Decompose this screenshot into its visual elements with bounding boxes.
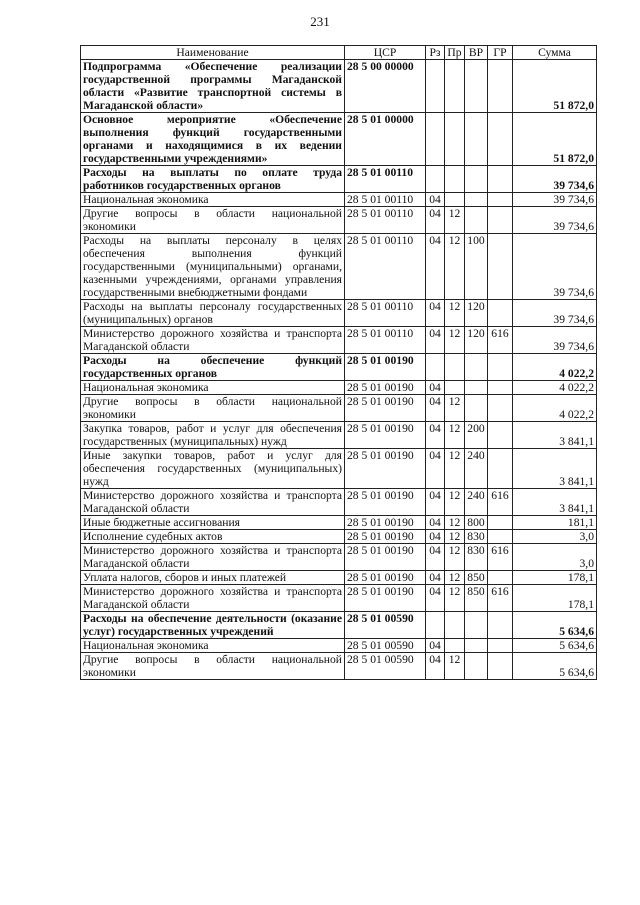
- cell-gr: [488, 193, 513, 207]
- cell-pr: 12: [445, 585, 465, 612]
- cell-name: Основное мероприятие «Обеспечение выполнения функций государственными органами и находящимися в их ведении государственными учреждениями»: [81, 113, 345, 166]
- header-sum: Сумма: [513, 46, 597, 60]
- cell-csr: 28 5 01 00190: [345, 422, 426, 449]
- cell-gr: 616: [488, 544, 513, 571]
- cell-gr: 616: [488, 585, 513, 612]
- cell-vr: 850: [465, 571, 488, 585]
- cell-sum: 181,1: [513, 516, 597, 530]
- cell-csr: 28 5 01 00000: [345, 113, 426, 166]
- cell-rz: 04: [426, 193, 445, 207]
- cell-gr: [488, 207, 513, 234]
- cell-gr: [488, 653, 513, 680]
- cell-gr: [488, 422, 513, 449]
- cell-rz: [426, 60, 445, 113]
- table-row: [81, 653, 597, 680]
- cell-vr: 100: [465, 234, 488, 300]
- cell-sum: 3,0: [513, 544, 597, 571]
- cell-vr: [465, 612, 488, 639]
- cell-pr: 12: [445, 449, 465, 489]
- cell-gr: 616: [488, 327, 513, 354]
- cell-sum: 4 022,2: [513, 381, 597, 395]
- table-row: [81, 449, 597, 489]
- cell-gr: [488, 639, 513, 653]
- cell-vr: [465, 60, 488, 113]
- header-row: [81, 46, 597, 60]
- cell-pr: 12: [445, 234, 465, 300]
- cell-gr: [488, 449, 513, 489]
- cell-name: Национальная экономика: [81, 639, 345, 653]
- cell-csr: 28 5 01 00190: [345, 571, 426, 585]
- cell-gr: [488, 612, 513, 639]
- cell-pr: [445, 639, 465, 653]
- cell-pr: 12: [445, 571, 465, 585]
- cell-sum: 51 872,0: [513, 60, 597, 113]
- cell-vr: [465, 639, 488, 653]
- cell-pr: 12: [445, 395, 465, 422]
- header-csr: ЦСР: [345, 46, 426, 60]
- cell-name: Министерство дорожного хозяйства и транспорта Магаданской области: [81, 544, 345, 571]
- cell-rz: 04: [426, 653, 445, 680]
- cell-rz: 04: [426, 327, 445, 354]
- cell-sum: 3 841,1: [513, 489, 597, 516]
- cell-vr: [465, 381, 488, 395]
- cell-pr: 12: [445, 544, 465, 571]
- cell-csr: 28 5 01 00590: [345, 639, 426, 653]
- cell-name: Другие вопросы в области национальной экономики: [81, 207, 345, 234]
- cell-sum: 39 734,6: [513, 207, 597, 234]
- cell-sum: 4 022,2: [513, 354, 597, 381]
- cell-pr: 12: [445, 207, 465, 234]
- budget-table: [80, 45, 597, 680]
- cell-name: Подпрограмма «Обеспечение реализации государственной программы Магаданской области «Развитие транспортной системы в Магаданской области»: [81, 60, 345, 113]
- cell-sum: 3 841,1: [513, 449, 597, 489]
- cell-rz: 04: [426, 381, 445, 395]
- cell-sum: 51 872,0: [513, 113, 597, 166]
- cell-csr: 28 5 01 00590: [345, 653, 426, 680]
- cell-rz: 04: [426, 395, 445, 422]
- cell-gr: [488, 395, 513, 422]
- cell-rz: 04: [426, 234, 445, 300]
- header-gr: ГР: [488, 46, 513, 60]
- table-row: [81, 60, 597, 113]
- table-row: [81, 300, 597, 327]
- cell-gr: [488, 113, 513, 166]
- cell-rz: 04: [426, 571, 445, 585]
- cell-pr: [445, 113, 465, 166]
- cell-vr: 800: [465, 516, 488, 530]
- cell-pr: 12: [445, 530, 465, 544]
- table-row: [81, 585, 597, 612]
- cell-gr: [488, 166, 513, 193]
- table-row: [81, 516, 597, 530]
- cell-gr: [488, 516, 513, 530]
- cell-rz: 04: [426, 207, 445, 234]
- page-number: 231: [310, 14, 330, 29]
- cell-vr: 120: [465, 327, 488, 354]
- table-row: [81, 530, 597, 544]
- cell-name: Расходы на выплаты по оплате труда работников государственных органов: [81, 166, 345, 193]
- cell-csr: 28 5 01 00190: [345, 354, 426, 381]
- cell-sum: 4 022,2: [513, 395, 597, 422]
- table-row: [81, 354, 597, 381]
- cell-vr: 240: [465, 489, 488, 516]
- cell-sum: 3,0: [513, 530, 597, 544]
- cell-csr: 28 5 01 00590: [345, 612, 426, 639]
- cell-sum: 178,1: [513, 571, 597, 585]
- cell-csr: 28 5 01 00190: [345, 544, 426, 571]
- header-vr: ВР: [465, 46, 488, 60]
- cell-sum: 5 634,6: [513, 653, 597, 680]
- cell-vr: 120: [465, 300, 488, 327]
- cell-pr: 12: [445, 422, 465, 449]
- cell-rz: [426, 166, 445, 193]
- cell-name: Иные бюджетные ассигнования: [81, 516, 345, 530]
- table-body: [81, 60, 597, 680]
- cell-name: Министерство дорожного хозяйства и транспорта Магаданской области: [81, 489, 345, 516]
- cell-name: Расходы на обеспечение деятельности (оказание услуг) государственных учреждений: [81, 612, 345, 639]
- cell-gr: [488, 381, 513, 395]
- cell-vr: [465, 193, 488, 207]
- cell-pr: [445, 60, 465, 113]
- cell-csr: 28 5 01 00110: [345, 207, 426, 234]
- cell-rz: 04: [426, 639, 445, 653]
- cell-name: Уплата налогов, сборов и иных платежей: [81, 571, 345, 585]
- cell-name: Расходы на выплаты персоналу государственных (муниципальных) органов: [81, 300, 345, 327]
- cell-sum: 39 734,6: [513, 193, 597, 207]
- cell-rz: 04: [426, 544, 445, 571]
- cell-name: Другие вопросы в области национальной экономики: [81, 653, 345, 680]
- cell-vr: [465, 653, 488, 680]
- cell-gr: [488, 60, 513, 113]
- cell-csr: 28 5 01 00110: [345, 193, 426, 207]
- cell-gr: [488, 234, 513, 300]
- cell-pr: [445, 612, 465, 639]
- cell-name: Расходы на выплаты персоналу в целях обеспечения выполнения функций государственными (муниципальными) органами, казенными учреждениями, органами управления государственными внебюджетными фондами: [81, 234, 345, 300]
- cell-rz: 04: [426, 300, 445, 327]
- cell-csr: 28 5 01 00190: [345, 489, 426, 516]
- cell-rz: 04: [426, 516, 445, 530]
- cell-vr: 200: [465, 422, 488, 449]
- table-row: [81, 544, 597, 571]
- cell-gr: [488, 530, 513, 544]
- cell-vr: [465, 113, 488, 166]
- cell-vr: [465, 207, 488, 234]
- cell-csr: 28 5 01 00190: [345, 516, 426, 530]
- cell-rz: 04: [426, 422, 445, 449]
- table-row: [81, 327, 597, 354]
- cell-sum: 5 634,6: [513, 612, 597, 639]
- cell-pr: 12: [445, 489, 465, 516]
- cell-vr: [465, 395, 488, 422]
- cell-rz: [426, 612, 445, 639]
- cell-rz: 04: [426, 489, 445, 516]
- cell-pr: [445, 193, 465, 207]
- cell-pr: [445, 381, 465, 395]
- cell-sum: 5 634,6: [513, 639, 597, 653]
- cell-name: Другие вопросы в области национальной экономики: [81, 395, 345, 422]
- header-name: Наименование: [81, 46, 345, 60]
- cell-sum: 39 734,6: [513, 234, 597, 300]
- cell-pr: 12: [445, 653, 465, 680]
- cell-gr: [488, 571, 513, 585]
- cell-csr: 28 5 01 00110: [345, 300, 426, 327]
- cell-vr: 240: [465, 449, 488, 489]
- cell-vr: [465, 354, 488, 381]
- cell-gr: [488, 300, 513, 327]
- cell-gr: [488, 354, 513, 381]
- cell-csr: 28 5 01 00110: [345, 234, 426, 300]
- cell-vr: 850: [465, 585, 488, 612]
- cell-name: Расходы на обеспечение функций государственных органов: [81, 354, 345, 381]
- cell-gr: 616: [488, 489, 513, 516]
- table-row: [81, 207, 597, 234]
- cell-sum: 39 734,6: [513, 166, 597, 193]
- cell-csr: 28 5 01 00110: [345, 166, 426, 193]
- cell-name: Иные закупки товаров, работ и услуг для обеспечения государственных (муниципальных) нужд: [81, 449, 345, 489]
- cell-rz: 04: [426, 530, 445, 544]
- cell-name: Закупка товаров, работ и услуг для обеспечения государственных (муниципальных) нужд: [81, 422, 345, 449]
- cell-sum: 39 734,6: [513, 327, 597, 354]
- table-row: [81, 113, 597, 166]
- cell-pr: 12: [445, 300, 465, 327]
- cell-vr: 830: [465, 530, 488, 544]
- cell-vr: 830: [465, 544, 488, 571]
- cell-csr: 28 5 00 00000: [345, 60, 426, 113]
- table-row: [81, 381, 597, 395]
- table-row: [81, 639, 597, 653]
- cell-sum: 178,1: [513, 585, 597, 612]
- table-row: [81, 612, 597, 639]
- cell-csr: 28 5 01 00190: [345, 530, 426, 544]
- table-row: [81, 395, 597, 422]
- cell-rz: 04: [426, 585, 445, 612]
- cell-rz: [426, 354, 445, 381]
- cell-pr: [445, 166, 465, 193]
- cell-name: Национальная экономика: [81, 381, 345, 395]
- cell-csr: 28 5 01 00110: [345, 327, 426, 354]
- header-rz: Рз: [426, 46, 445, 60]
- cell-csr: 28 5 01 00190: [345, 449, 426, 489]
- table-row: [81, 489, 597, 516]
- cell-sum: 3 841,1: [513, 422, 597, 449]
- cell-name: Министерство дорожного хозяйства и транспорта Магаданской области: [81, 327, 345, 354]
- cell-pr: 12: [445, 516, 465, 530]
- cell-name: Министерство дорожного хозяйства и транспорта Магаданской области: [81, 585, 345, 612]
- table-row: [81, 166, 597, 193]
- table-row: [81, 234, 597, 300]
- cell-rz: 04: [426, 449, 445, 489]
- cell-csr: 28 5 01 00190: [345, 395, 426, 422]
- cell-csr: 28 5 01 00190: [345, 381, 426, 395]
- cell-pr: 12: [445, 327, 465, 354]
- cell-vr: [465, 166, 488, 193]
- table-row: [81, 571, 597, 585]
- table-row: [81, 193, 597, 207]
- cell-sum: 39 734,6: [513, 300, 597, 327]
- cell-name: Исполнение судебных актов: [81, 530, 345, 544]
- cell-rz: [426, 113, 445, 166]
- cell-name: Национальная экономика: [81, 193, 345, 207]
- cell-pr: [445, 354, 465, 381]
- table-row: [81, 422, 597, 449]
- cell-csr: 28 5 01 00190: [345, 585, 426, 612]
- header-pr: Пр: [445, 46, 465, 60]
